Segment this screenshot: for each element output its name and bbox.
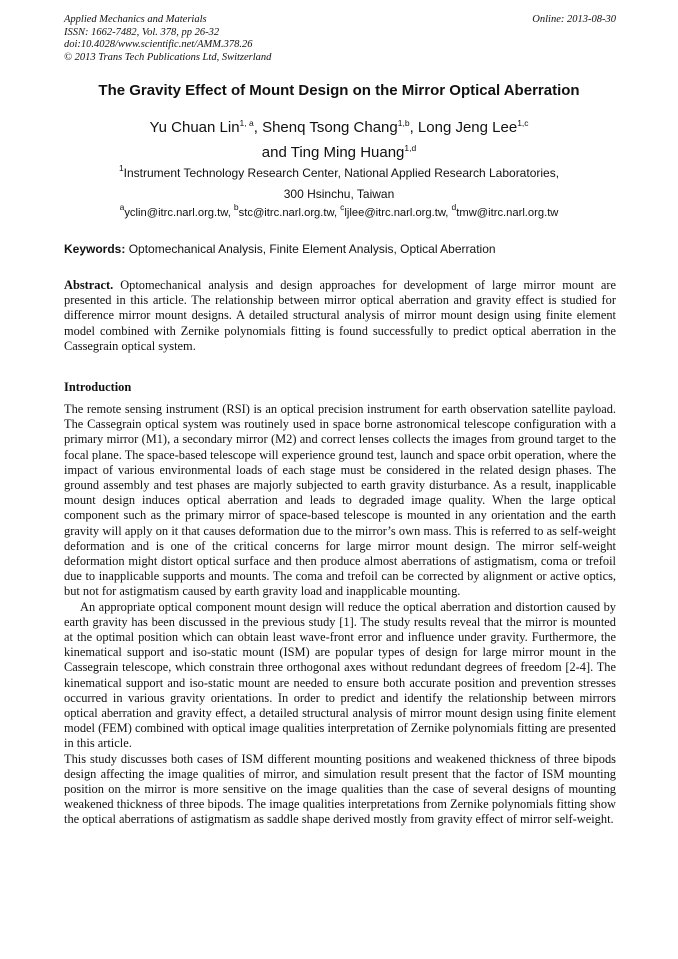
paper-title: The Gravity Effect of Mount Design on the Mirror Optical Aberration (98, 82, 580, 99)
author-conjunction: and (261, 144, 291, 161)
author-superscript: 1,c (517, 118, 529, 128)
affiliation-line-2: 300 Hsinchu, Taiwan (283, 187, 395, 201)
affiliation-institute: Instrument Technology Research Center, National Applied Research Laboratories, (123, 166, 560, 180)
author-superscript: 1,d (404, 143, 417, 153)
journal-header (64, 14, 271, 64)
body-paragraph: This study discusses both cases of ISM different mounting positions and weakened thickness of three bipods design affecting the image qualities of mirror, and simulation result present that the factor of ISM mounting position on the mirror is more sensitive on the image qualities than the case of several designs of mounting weakened thickness of three bipods. The image qualities interpretations from Zernike polynomials fitting show the optical aberrations of astigmatism as saddle shape derived mostly from gravity effect of mirror self-weight. (64, 751, 616, 827)
author-name: Ting Ming Huang (290, 144, 405, 161)
affiliation-line-1 (64, 163, 614, 184)
email-link[interactable]: yclin@itrc.narl.org.tw, (124, 207, 231, 219)
online-date: Online: 2013-08-30 (532, 14, 616, 25)
author-name: Shenq Tsong Chang (262, 119, 398, 136)
author-line-1: Yu Chuan Lin$^{1, a}$, Shenq Tsong Chang$^{1,b}$, Long Jeng Lee$^{1,c}$ (149, 118, 529, 136)
keywords-label: Keywords: (64, 242, 126, 256)
email-link[interactable]: tmw@itrc.narl.org.tw (456, 207, 559, 219)
affiliation-superscript: 1 (118, 163, 124, 173)
author-name: Yu Chuan Lin (149, 119, 240, 136)
author-superscript: 1,b (397, 118, 410, 128)
journal-issn: ISSN: 1662-7482, Vol. 378, pp 26-32 (64, 26, 220, 38)
journal-doi: doi:10.4028/www.scientific.net/AMM.378.26 (64, 39, 253, 50)
introduction-body (64, 402, 616, 828)
email-superscript: b (233, 202, 239, 212)
author-list (64, 115, 614, 165)
body-paragraph: An appropriate optical component mount design will reduce the optical aberration and distortion caused by earth gravity has been discussed in the previous study [1]. The study results reveal that the mirror is mounted at the optimal position which can obtain least wave-front error and influence under gravity. Furthermore, the kinematical support and iso-static mount (ISM) are popular types of design for large mirror mount in the Cassegrain telescope, which constrain three orthogonal axes without redundant degrees of freedom [2-4]. The kinematical support and iso-static mount are needed to ensure both accurate position and prevention stresses occurred in various gravity orientations. In order to predict and identify the relationship between mirrors optical aberration and gravity effect, a detailed structural analysis of mirror mount design using finite element model (FEM) combined with optical image qualities interpretation of Zernike polynomials fitting are presented in this article. (64, 599, 616, 751)
journal-copyright: © 2013 Trans Tech Publications Ltd, Switzerland (64, 51, 272, 63)
email-link[interactable]: stc@itrc.narl.org.tw, (238, 207, 338, 219)
author-superscript: 1, a (239, 118, 254, 128)
author-emails (58, 202, 620, 220)
author-line-2 (64, 140, 614, 165)
email-superscript: d (451, 202, 457, 212)
abstract (64, 278, 616, 354)
journal-name: Applied Mechanics and Materials (64, 14, 207, 25)
keywords (64, 242, 616, 257)
author-name: Long Jeng Lee (417, 119, 518, 136)
keywords-text: Optomechanical Analysis, Finite Element Analysis, Optical Aberration (125, 242, 496, 256)
abstract-label: Abstract. (64, 278, 114, 292)
email-link[interactable]: ljlee@itrc.narl.org.tw, (344, 207, 449, 219)
affiliation (64, 163, 614, 205)
abstract-text: Optomechanical analysis and design approaches for development of large mirror mount are presented in this article. The relationship between mirror optical aberration and gravity effect is studied for difference mirror mount designs. A detailed structural analysis of mirror mount design using finite element model combined with Zernike polynomials fitting is found successfully to predict optical aberration in the Cassegrain optical system. (64, 278, 616, 353)
email-superscript: c (340, 202, 345, 212)
email-superscript: a (119, 202, 125, 212)
section-heading-introduction: Introduction (64, 380, 132, 394)
body-paragraph: The remote sensing instrument (RSI) is an optical precision instrument for earth observation satellite payload. The Cassegrain optical system was routinely used in space borne astronomical telescope configuration with a primary mirror (M1), a secondary mirror (M2) and correct lenses collects the images from ground target to the focal plane. The space-based telescope will experience ground test, launch and space orbit operation, where the impact of various environmental loads of each stage must be considered in the related design phases. The ground assembly and test phases are majorly subjected to earth gravity disturbance. As a result, inapplicable mount design induces optical aberration and leads to degraded image quality. When the large optical component such as the primary mirror of space-based telescope is mounted in any orientation and the earth gravity will apply on it that causes deformation due to the mirror’s own mass. This is referred to as self-weight deformation and is one of the critical concerns for large mirror mount design. The mirror self-weight deformation might distort optical surface and then produce almost aberrations of astigmatism, coma or trefoil due to inapplicable supports and mounts. The coma and trefoil can be corrected by alignment or active optics, but not for astigmatism caused by earth gravity load and inapplicable mounting. (64, 402, 616, 599)
